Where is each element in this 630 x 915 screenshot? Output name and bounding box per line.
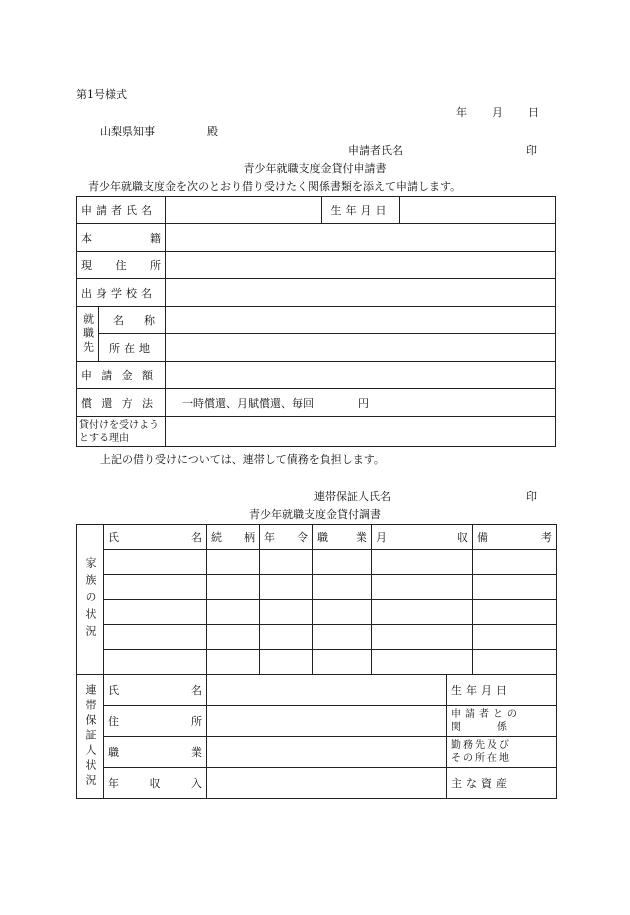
row-reason [77, 417, 556, 447]
header-income: 月 収 [372, 525, 473, 550]
survey-title: 青少年就職支度金貸付調書 [249, 508, 381, 521]
applicant-name-label: 申請者氏名 [348, 144, 403, 157]
family-cell[interactable] [207, 650, 260, 675]
guarantor-seal: 印 [526, 490, 537, 503]
family-cell[interactable] [473, 650, 557, 675]
family-cell[interactable] [104, 600, 207, 625]
guarantor-row-address [77, 706, 557, 737]
family-cell[interactable] [313, 575, 372, 600]
guarantor-name-field[interactable] [207, 675, 447, 706]
family-header-row [77, 525, 557, 550]
family-cell[interactable] [313, 600, 372, 625]
family-cell[interactable] [207, 625, 260, 650]
date-month: 月 [492, 106, 503, 119]
addressee-honorific: 殿 [207, 125, 218, 138]
label-employer-location: 所在地 [99, 334, 166, 362]
row-address [77, 252, 556, 279]
label-address: 現 住 所 [77, 252, 166, 279]
row-repayment [77, 389, 556, 417]
label-guarantor-group: 連帯保証人状況 [77, 675, 104, 799]
family-cell[interactable] [372, 650, 473, 675]
date-year: 年 [456, 106, 467, 119]
family-cell[interactable] [207, 600, 260, 625]
school-field[interactable] [166, 279, 556, 307]
label-domicile: 本 籍 [77, 224, 166, 252]
family-cell[interactable] [260, 575, 313, 600]
label-guarantor-income: 年 収 入 [104, 768, 207, 799]
label-guarantor-occupation: 職 業 [104, 737, 207, 768]
family-row [77, 575, 557, 600]
application-table [76, 196, 556, 447]
guarantor-name-label: 連帯保証人氏名 [314, 490, 391, 503]
label-school: 出身学校名 [77, 279, 166, 307]
label-employer-name: 名 称 [99, 307, 166, 334]
guarantor-address-field[interactable] [207, 706, 447, 737]
applicant-seal: 印 [526, 144, 537, 157]
family-cell[interactable] [313, 550, 372, 575]
header-relation: 続 柄 [207, 525, 260, 550]
family-cell[interactable] [473, 600, 557, 625]
label-birthdate: 生年月日 [322, 197, 400, 224]
family-row [77, 650, 557, 675]
family-cell[interactable] [372, 625, 473, 650]
label-guarantor-assets: 主な資産 [447, 768, 557, 799]
guarantor-row-occupation [77, 737, 557, 768]
label-amount: 申 請 金 額 [77, 362, 166, 389]
form-number: 第1号様式 [76, 88, 127, 101]
family-cell[interactable] [104, 625, 207, 650]
guarantor-row-name [77, 675, 557, 706]
guarantee-statement: 上記の借り受けについては、連帯して債務を負担します。 [100, 453, 385, 466]
family-cell[interactable] [104, 550, 207, 575]
family-cell[interactable] [372, 600, 473, 625]
header-age: 年 令 [260, 525, 313, 550]
guarantor-income-field[interactable] [207, 768, 447, 799]
row-employer-name [77, 307, 556, 334]
addressee-name: 山梨県知事 [100, 125, 155, 138]
label-employer-group: 就職先 [77, 307, 99, 362]
application-title: 青少年就職支度金貸付申請書 [243, 162, 387, 175]
applicant-name-field[interactable] [166, 197, 322, 224]
family-row [77, 600, 557, 625]
date-day: 日 [528, 106, 539, 119]
family-cell[interactable] [473, 550, 557, 575]
label-repayment: 償 還 方 法 [77, 389, 166, 417]
birthdate-field[interactable] [400, 197, 556, 224]
domicile-field[interactable] [166, 224, 556, 252]
header-remarks: 備 考 [473, 525, 557, 550]
family-cell[interactable] [207, 575, 260, 600]
guarantor-occupation-field[interactable] [207, 737, 447, 768]
reason-field[interactable] [166, 417, 556, 447]
header-name: 氏 名 [104, 525, 207, 550]
label-guarantor-birthdate: 生年月日 [447, 675, 557, 706]
header-occupation: 職 業 [313, 525, 372, 550]
label-guarantor-relation: 申請者との 関 係 [447, 706, 557, 737]
family-cell[interactable] [260, 650, 313, 675]
label-applicant-name: 申請者氏名 [77, 197, 166, 224]
row-school [77, 279, 556, 307]
employer-location-field[interactable] [166, 334, 556, 362]
family-cell[interactable] [207, 550, 260, 575]
label-guarantor-name: 氏 名 [104, 675, 207, 706]
guarantor-row-income [77, 768, 557, 799]
repayment-options: 一時償還、月賦償還、毎回 円 [166, 389, 556, 417]
row-domicile [77, 224, 556, 252]
family-cell[interactable] [104, 650, 207, 675]
address-field[interactable] [166, 252, 556, 279]
row-amount [77, 362, 556, 389]
family-cell[interactable] [372, 575, 473, 600]
family-row [77, 625, 557, 650]
survey-table [76, 524, 557, 799]
amount-field[interactable] [166, 362, 556, 389]
family-cell[interactable] [473, 625, 557, 650]
family-cell[interactable] [260, 625, 313, 650]
label-reason: 貸付けを受けようとする理由 [77, 417, 166, 447]
family-cell[interactable] [313, 650, 372, 675]
application-statement: 青少年就職支度金を次のとおり借り受けたく関係書類を添えて申請します。 [88, 180, 462, 193]
family-cell[interactable] [473, 575, 557, 600]
family-cell[interactable] [372, 550, 473, 575]
row-applicant-name [77, 197, 556, 224]
family-cell[interactable] [260, 600, 313, 625]
family-cell[interactable] [313, 625, 372, 650]
label-guarantor-workplace: 勤務先及び その所在地 [447, 737, 557, 768]
row-employer-location [77, 334, 556, 362]
family-cell[interactable] [104, 575, 207, 600]
family-row [77, 550, 557, 575]
label-family-group: 家族の状況 [77, 525, 104, 675]
employer-name-field[interactable] [166, 307, 556, 334]
label-guarantor-address: 住 所 [104, 706, 207, 737]
family-cell[interactable] [260, 550, 313, 575]
